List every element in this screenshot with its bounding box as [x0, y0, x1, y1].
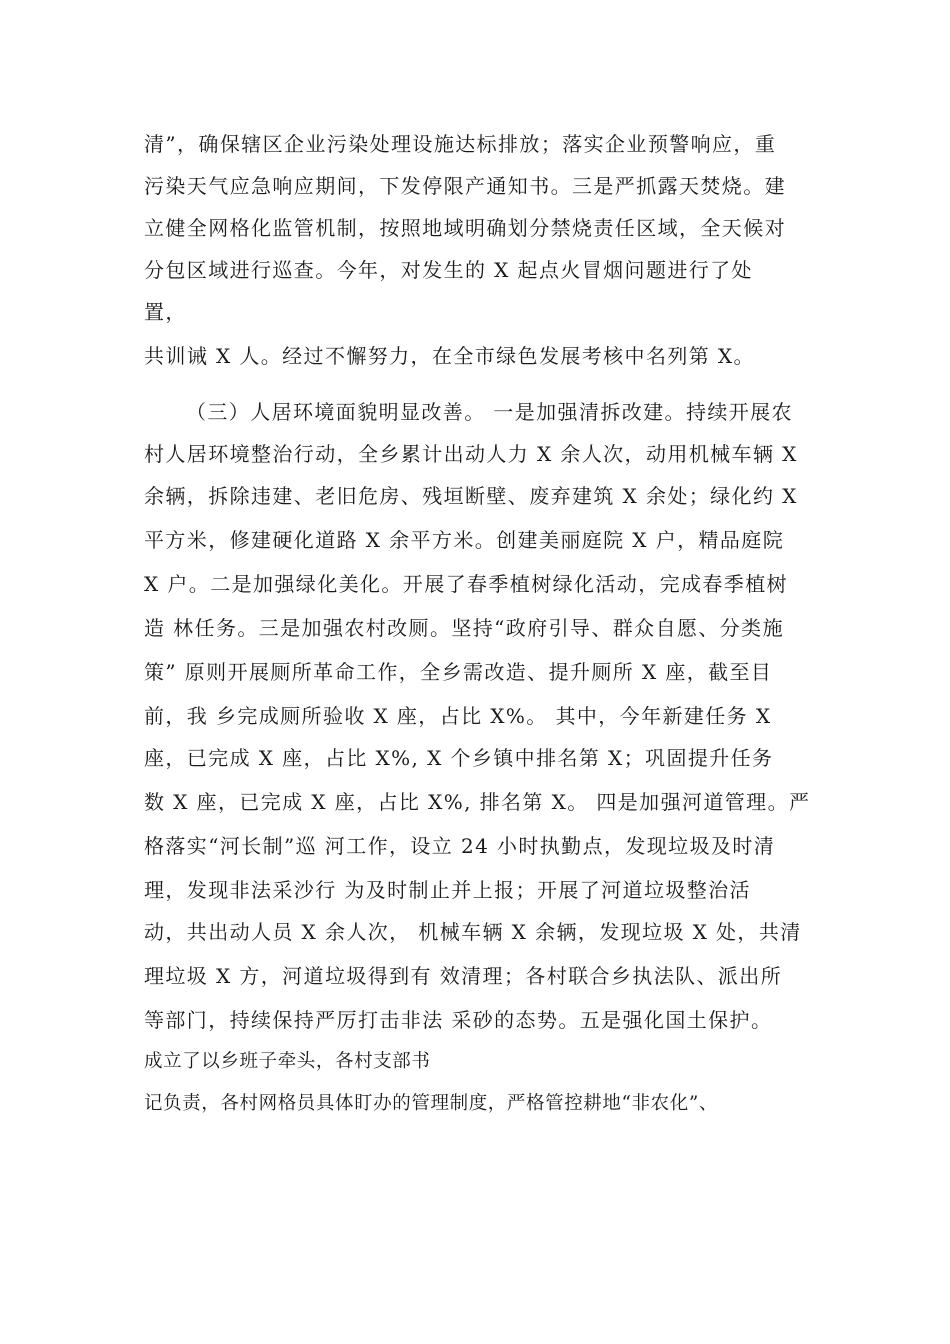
- text-line: 平方米，修建硬化道路 X 余平方米。创建美丽庭院 X 户，精品庭院: [144, 528, 785, 552]
- text-line: 理，发现非法采沙行 为及时制止并上报；开展了河道垃圾整治活: [144, 878, 751, 902]
- text-line: 前，我 乡完成厕所验收 X 座，占比 X%。 其中，今年新建任务 X: [144, 704, 772, 728]
- text-line: 村人居环境整治行动，全乡累计出动人力 X 余人次，动用机械车辆 X: [144, 442, 798, 466]
- text-line: 数 X 座，已完成 X 座，占比 X%, 排名第 X。 四是加强河道管理。严: [144, 790, 811, 814]
- text-line: 记负责，各村网格员具体盯办的管理制度，严格管控耕地“非农化”、: [144, 1093, 719, 1114]
- text-line: 座，已完成 X 座，占比 X%, X 个乡镇中排名第 X；巩固提升任务: [144, 746, 774, 770]
- text-line: 分包区域进行巡查。今年，对发生的 X 起点火冒烟问题进行了处: [144, 258, 753, 282]
- text-line: X 户。二是加强绿化美化。开展了春季植树绿化活动，完成春季植树: [144, 572, 788, 596]
- text-line: 污染天气应急响应期间，下发停限产通知书。三是严抓露天焚烧。建: [144, 174, 786, 198]
- text-line: 格落实“河长制”巡 河工作，设立 24 小时执勤点，发现垃圾及时清: [144, 834, 776, 858]
- text-line: 置，: [144, 300, 187, 324]
- text-line: 立健全网格化监管机制，按照地域明确划分禁烧责任区域，全天候对: [144, 216, 786, 240]
- text-line: 理垃圾 X 方，河道垃圾得到有 效清理；各村联合乡执法队、派出所: [144, 964, 783, 988]
- text-line: 成立了以乡班子牵头，各村支部书: [144, 1051, 431, 1072]
- text-line: 动，共出动人员 X 余人次， 机械车辆 X 余辆，发现垃圾 X 处，共清: [144, 920, 802, 944]
- text-line: 等部门，持续保持严厉打击非法 采砂的态势。五是强化国土保护。: [144, 1008, 773, 1032]
- text-line: 造 林任务。三是加强农村改厕。坚持“政府引导、群众自愿、分类施: [144, 616, 784, 640]
- text-line: 共训诫 X 人。经过不懈努力，在全市绿色发展考核中名列第 X。: [144, 344, 755, 368]
- text-line: 余辆，拆除违建、老旧危房、残垣断壁、废弃建筑 X 余处；绿化约 X: [144, 484, 798, 508]
- section-heading-line: （三）人居环境面貌明显改善。 一是加强清拆改建。持续开展农: [186, 400, 793, 424]
- text-line: 策” 原则开展厕所革命工作，全乡需改造、提升厕所 X 座，截至目: [144, 660, 773, 684]
- text-line: 清”，确保辖区企业污染处理设施达标排放；落实企业预警响应，重: [144, 132, 777, 156]
